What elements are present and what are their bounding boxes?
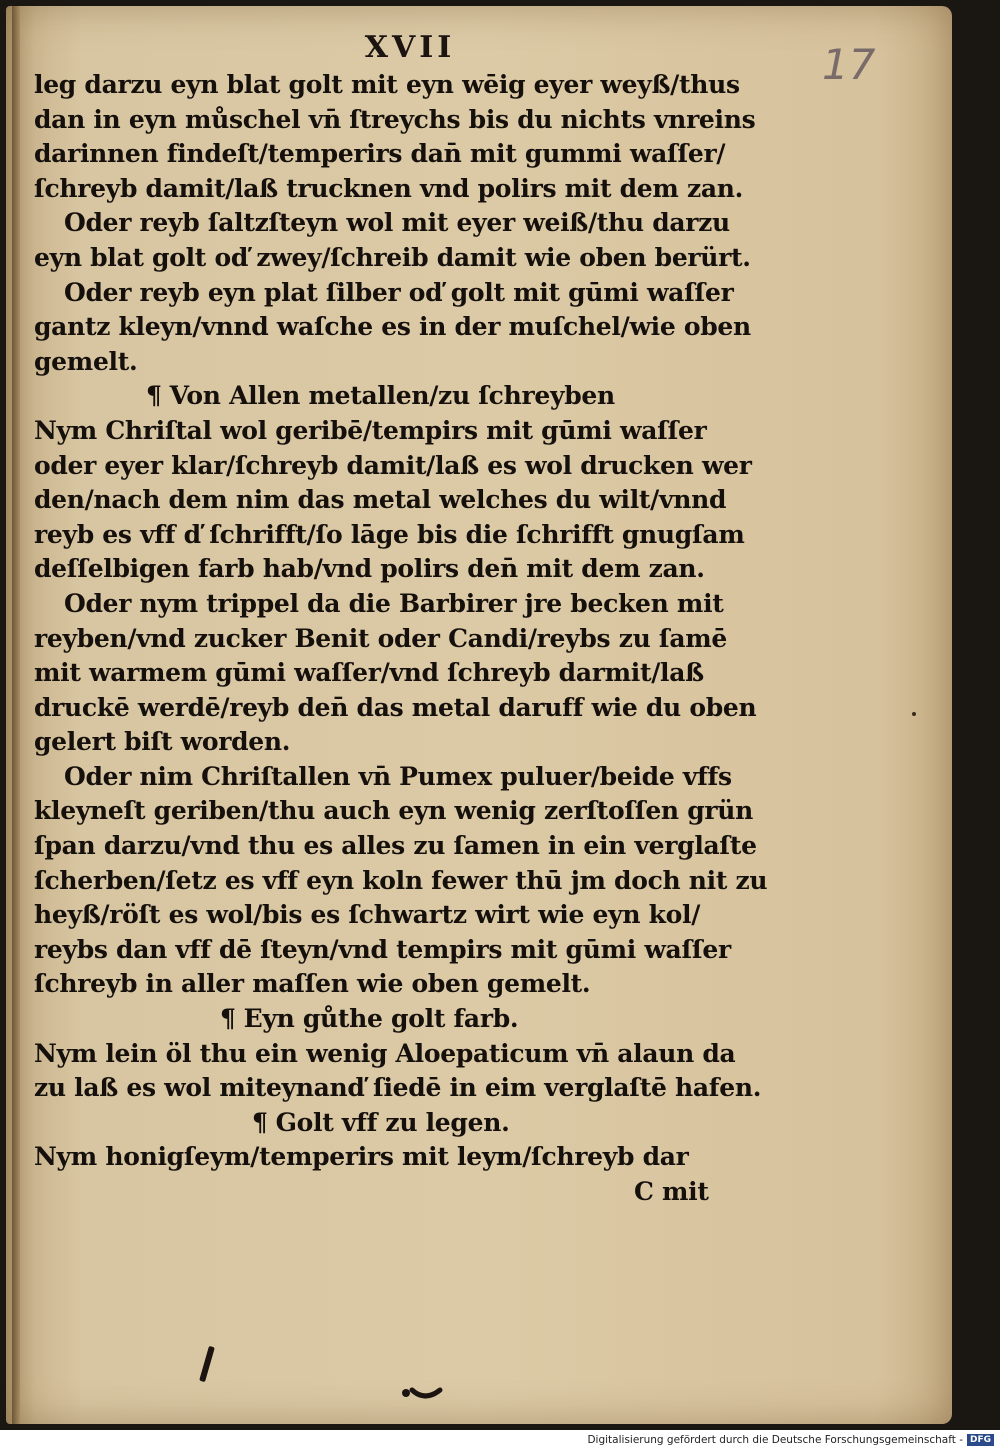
text-line [34, 794, 774, 829]
line-text: mit warmem gūmi waſſer/vnd ſchreyb darmit/laß [34, 658, 704, 688]
line-text: Oder reyb ſaltzſteyn wol mit eyer weiß/thu darzu [64, 208, 730, 238]
dfg-logo: DFG [967, 1434, 994, 1446]
pilcrow-icon: ¶ [220, 1004, 236, 1034]
line-text: gelert biſt worden. [34, 727, 291, 757]
text-line [34, 1037, 774, 1072]
text-line [34, 1071, 774, 1106]
text-line [34, 206, 774, 241]
line-text: reyben/vnd zucker Benit oder Candi/reybs zu ſamē [34, 623, 728, 653]
ink-dot [912, 712, 916, 716]
line-text: C mit [634, 1177, 709, 1206]
line-text: ſchreyb damit/laß trucknen vnd polirs mit dem zan. [34, 173, 744, 203]
text-line [34, 691, 774, 726]
text-line [34, 414, 774, 449]
line-text: gemelt. [34, 346, 138, 376]
text-line [34, 345, 774, 380]
line-text: darinnen findeſt/temperirs dan̄ mit gummi waſſer/ [34, 139, 726, 169]
text-line [34, 552, 774, 587]
line-text: gantz kleyn/vnnd waſche es in der muſchel/wie oben [34, 312, 751, 342]
line-text: Nym lein öl thu ein wenig Aloepaticum vn̄ alaun da [34, 1038, 736, 1068]
text-line [34, 933, 774, 968]
section-heading [34, 379, 774, 414]
line-text: zu laß es wol miteynanď ſiedē in eim verglaſtē hafen. [34, 1073, 762, 1103]
text-line [34, 829, 774, 864]
line-text: Oder nym trippel da die Barbirer jre becken mit [64, 588, 724, 618]
text-line [34, 725, 774, 760]
text-line [34, 898, 774, 933]
line-text: Oder reyb eyn plat ſilber oď golt mit gūmi waſſer [64, 277, 734, 307]
text-line [34, 172, 774, 207]
text-line [34, 622, 774, 657]
text-line [34, 656, 774, 691]
text-line [34, 483, 774, 518]
line-text: heyß/röſt es wol/bis es ſchwartz wirt wie eyn kol/ [34, 900, 701, 930]
footer-bar [0, 1430, 1000, 1450]
section-heading [34, 1002, 774, 1037]
line-text: Eyn gůthe golt farb. [243, 1004, 519, 1034]
pilcrow-icon: ¶ [146, 381, 162, 411]
text-line [34, 864, 774, 899]
text-line [34, 137, 774, 172]
line-text: Nym Chriſtal wol geribē/tempirs mit gūmi waſſer [34, 415, 707, 445]
line-text: Nym honigſeym/temperirs mit leym/ſchreyb dar [34, 1142, 689, 1172]
line-text: druckē werdē/reyb den̄ das metal daruff wie du oben [34, 692, 757, 722]
line-text: Golt vff zu legen. [275, 1107, 510, 1137]
text-line [34, 587, 774, 622]
line-text: reybs dan vff dē ſteyn/vnd tempirs mit gūmi waſſer [34, 934, 731, 964]
line-text: ſpan darzu/vnd thu es alles zu ſamen in ein verglaſte [34, 831, 757, 861]
page-text [34, 68, 774, 1210]
section-heading [34, 1106, 774, 1141]
line-text: eyn blat golt oď zwey/ſchreib damit wie oben berürt. [34, 242, 751, 272]
text-line [34, 103, 774, 138]
text-line [34, 518, 774, 553]
text-line [34, 760, 774, 795]
line-text: dan in eyn můschel vn̄ ſtreychs bis du nichts vnreins [34, 104, 756, 134]
line-text: den/nach dem nim das metal welches du wilt/vnnd [34, 485, 727, 515]
pilcrow-icon: ¶ [252, 1107, 268, 1137]
line-text: deſſelbigen farb hab/vnd polirs den̄ mit dem zan. [34, 554, 705, 584]
line-text: ſcherben/ſetz es vff eyn koln fewer thū jm doch nit zu [34, 865, 768, 895]
handwritten-page-number: 17 [822, 40, 876, 89]
text-line [34, 68, 774, 103]
text-line [34, 241, 774, 276]
line-text: kleyneſt geriben/thu auch eyn wenig zerſtoſſen grün [34, 796, 754, 826]
line-text: oder eyer klar/ſchreyb damit/laß es wol drucken wer [34, 450, 752, 480]
text-line [34, 449, 774, 484]
line-text: ſchreyb in aller maſſen wie oben gemelt. [34, 969, 591, 999]
line-text: reyb es vff ď ſchrifft/ſo lāge bis die ſchrifft gnugſam [34, 519, 745, 549]
line-text: leg darzu eyn blat golt mit eyn wēig eyer weyß/thus [34, 70, 740, 99]
line-text: Von Allen metallen/zu ſchreyben [169, 381, 615, 411]
folio-number: XVII [364, 30, 456, 65]
text-line [34, 1175, 774, 1210]
text-line [34, 310, 774, 345]
footer-credit: Digitalisierung gefördert durch die Deutsche Forschungsgemeinschaft - [587, 1434, 963, 1446]
line-text: Oder nim Chriſtallen vn̄ Pumex puluer/beide vffs [64, 761, 732, 791]
text-line [34, 967, 774, 1002]
text-line [34, 276, 774, 311]
ornament-mark [400, 1384, 450, 1402]
page-binding-edge [12, 6, 20, 1424]
text-line [34, 1140, 774, 1175]
